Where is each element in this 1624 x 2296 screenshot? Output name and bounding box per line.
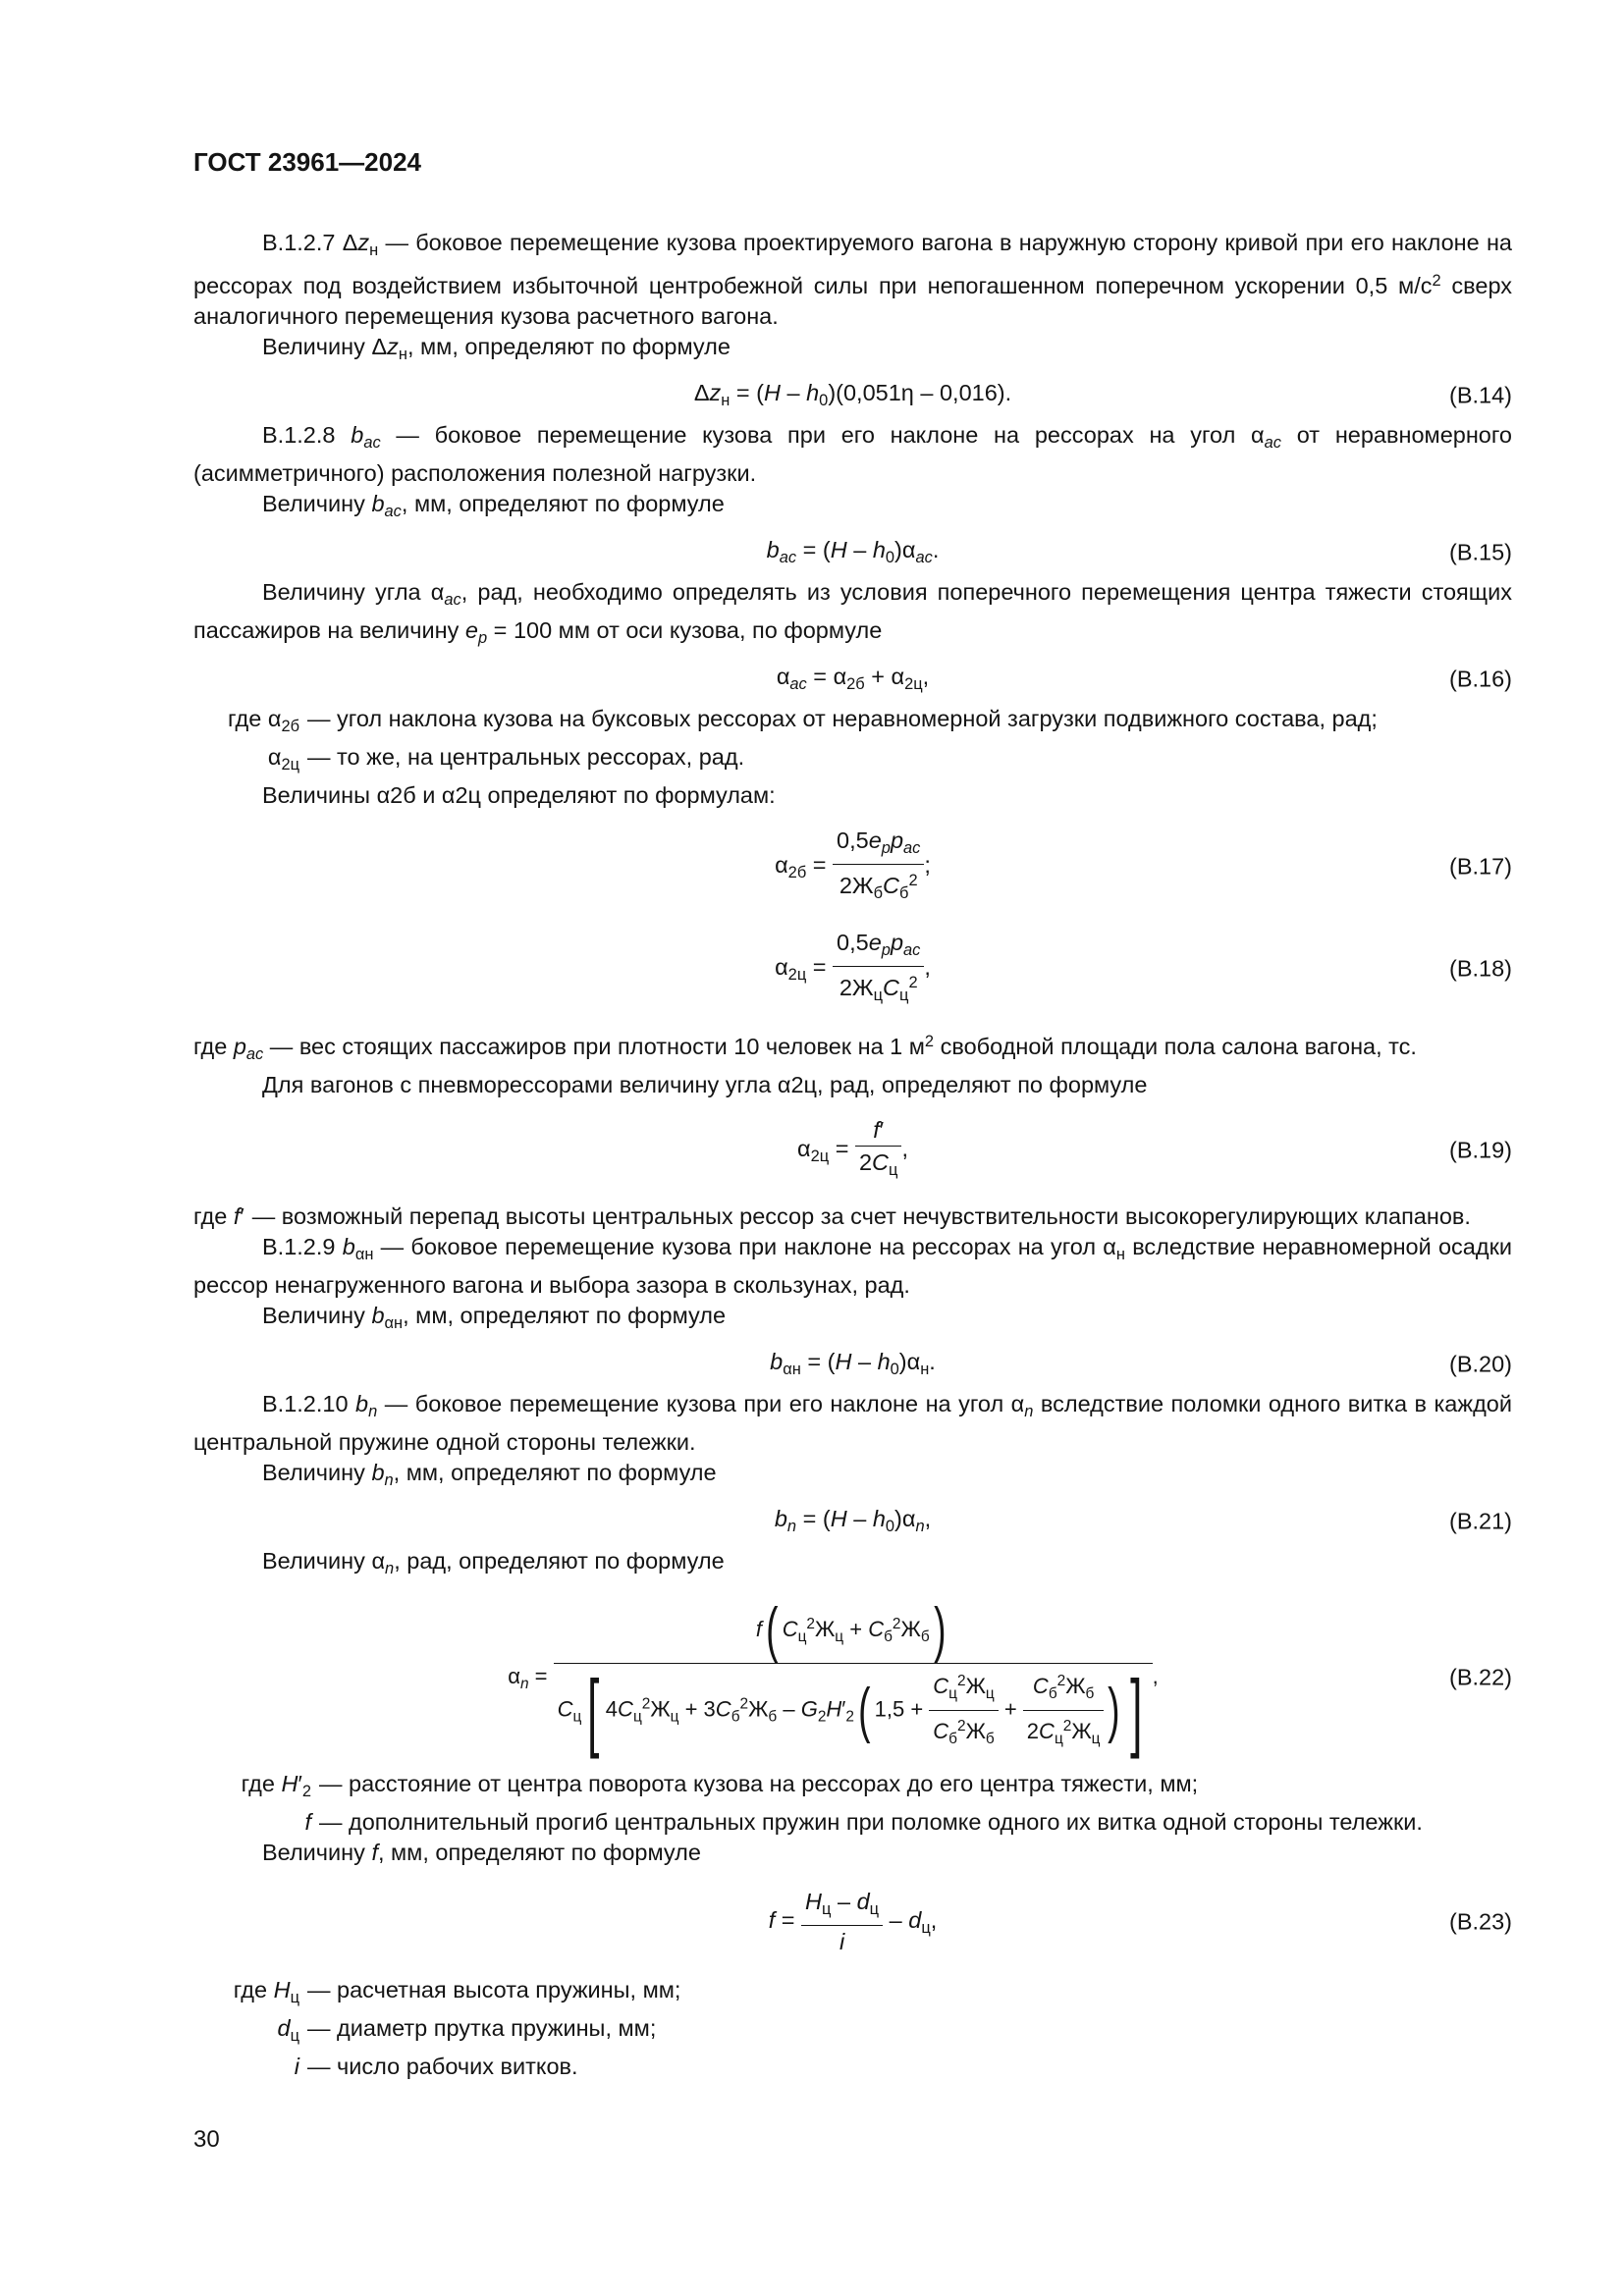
clause-b129: В.1.2.9 $b_{\alpha н}$ — боковое перемещение кузова при наклоне на рессорах на угол $\alpha_н$ вследствие неравномерной осадки рессор ненагруженного вагона и выбора зазора в скользунах, рад. [193, 1234, 1513, 1298]
formula-b20: $b_{\alpha н} = (H - h_0)\alpha_н$. (В.20) [770, 1349, 1512, 1378]
paragraph: Величину угла $\alpha_{ac}$, рад, необходимо определять из условия поперечного перемещения центра тяжести стоящих пассажиров на величину $e_p = 100$ мм от оси кузова, по формуле [193, 579, 1512, 647]
formula-b21: $b_n = (H - h_0)\alpha_n$, (В.21) [774, 1506, 1512, 1535]
page-header: ГОСТ 23961—2024 [193, 147, 421, 177]
clause-b127: В.1.2.7 $\Delta z_н$ — боковое перемещение кузова проектируемого вагона в наружную сторону кривой при его наклоне на рессорах под воздействием избыточной центробежной силы при непогашенном поперечном ускорении 0,5 $м/с^2$ сверх аналогичного перемещения кузова расчетного вагона. [193, 230, 1512, 329]
formula-number: (В.17) [1449, 853, 1512, 880]
formula-number: (В.14) [1449, 382, 1512, 407]
formula-b19: $\alpha_{2ц}$ = $\frac{f'}{2С_ц}$ , (В.19) [193, 1114, 1512, 1186]
formula-lead: Величину $b_{ac}$, мм, определяют по формуле [262, 491, 725, 520]
formula-number: (В.18) [1449, 955, 1512, 982]
formula-b18: $\alpha_{2ц}$ = $\frac{0,5e_pp_{ac}}{2Ж_цС_ц^2}$ , (В.18) [193, 927, 1512, 1011]
paragraph: Величины α2б и α2ц определяют по формулам: [262, 782, 776, 808]
formula-b17: $\alpha_{2б}$ = $\frac{0,5e_pp_{ac}}{2Ж_бС_б^2}$ ; (В.17) [193, 825, 1512, 909]
formula-lead: Величину f, мм, определяют по формуле [262, 1840, 701, 1865]
formula-number: (В.16) [1449, 666, 1512, 691]
page-number: 30 [193, 2126, 220, 2153]
formula-number: (В.22) [1449, 1664, 1512, 1690]
formula-lead: Для вагонов с пневморессорами величину угла α2ц, рад, определяют по формуле [262, 1072, 1148, 1097]
document-body [193, 228, 1512, 2082]
formula-b16: $\alpha_{ac} = \alpha_{2б} + \alpha_{2ц}$, (В.16) [776, 664, 1512, 693]
formula-b23: f = $\frac{H_ц - d_ц}{i}$ – $d_ц$, (В.23) [193, 1886, 1512, 1957]
formula-b14: $\Delta z_н = (H - h_0)(0,051\eta - 0,016)$. (В.14) [693, 380, 1512, 409]
definitions-b16: где $\alpha_{2б}$ — угол наклона кузова на буксовых рессорах от неравномерной загрузки подвижного состава, рад; $\alpha_{2ц}$ — то же, на центральных рессорах, рад. [228, 706, 1378, 774]
formula-number: (В.19) [1449, 1137, 1512, 1162]
definitions-b19: где f′ — возможный перепад высоты центральных рессор за счет нечувствительности высокорегулирующих клапанов. [193, 1203, 1471, 1229]
formula-lead: Величину $b_n$, мм, определяют по формуле [262, 1460, 717, 1489]
formula-number: (В.20) [1449, 1351, 1512, 1376]
formula-number: (В.15) [1449, 539, 1512, 564]
clause-b1210: В.1.2.10 $b_n$ — боковое перемещение кузова при его наклоне на угол $\alpha_n$ вследствие поломки одного витка в каждой центральной пружине одной стороны тележки. [193, 1391, 1512, 1455]
formula-lead: Величину $\alpha_n$, рад, определяют по формуле [262, 1548, 725, 1577]
formula-lead: Величину $\Delta z_н$, мм, определяют по формуле [262, 334, 731, 363]
formula-b22: $\alpha_n$ = f( $C_ц^2Ж_ц + C_б^2Ж_б$) $C_ц$[ $4C_ц^2Ж_ц + 3C_б^2Ж_б - G_2H'_2$( 1,5 + $\frac{C_ц^2Ж_ц}{C_б^2Ж_б}$ + $\frac{C_б^2Ж_б}{2C_ц^2Ж_ц}$ ) ] , (В.22) [508, 1596, 1512, 1759]
definitions-b23: где $H_ц$ — расчетная высота пружины, мм; $d_ц$ — диаметр прутка пружины, мм; i — число рабочих витков. [233, 1977, 681, 2079]
definitions-b22: где $H'_2$ — расстояние от центра поворота кузова на рессорах до его центра тяжести, мм; f — дополнительный прогиб центральных пружин при поломке одного их витка одной стороны тележки. [241, 1771, 1423, 1835]
formula-b15: $b_{ac} = (H - h_0)\alpha_{ac}$. (В.15) [766, 537, 1512, 566]
clause-b128: В.1.2.8 $b_{ac}$ — боковое перемещение кузова при его наклоне на рессорах на угол $\alpha_{ac}$ от неравномерного (асимметричного) расположения полезной нагрузки. [193, 422, 1512, 486]
formula-number: (В.21) [1449, 1508, 1512, 1533]
paragraph: где $p_{ac}$ — вес стоящих пассажиров при плотности 10 человек на 1 $м^2$ свободной площади пола салона вагона, тс. [193, 1033, 1417, 1063]
formula-lead: Величину $b_{\alpha н}$, мм, определяют по формуле [262, 1303, 727, 1332]
formula-number: (В.23) [1449, 1908, 1512, 1934]
